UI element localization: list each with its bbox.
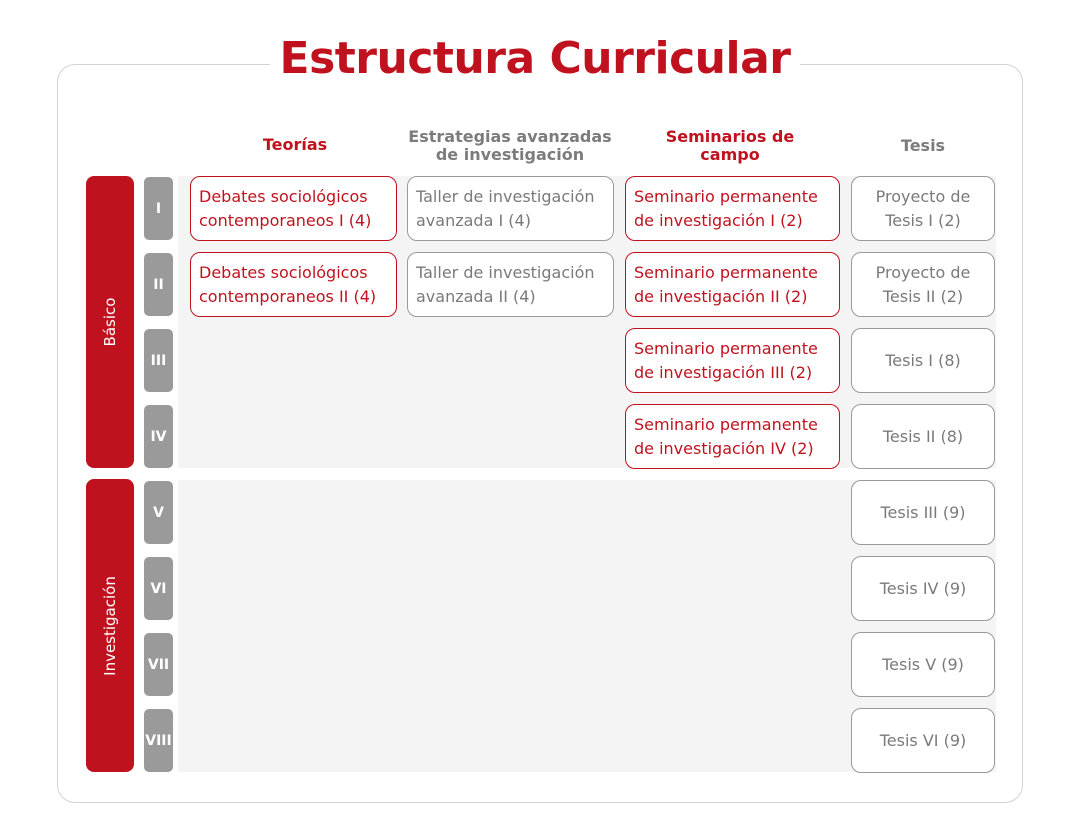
page-title: Estructura Curricular <box>270 28 800 90</box>
course-box: Tesis II (8) <box>851 404 995 469</box>
phase-investigacion-label: Investigación <box>101 575 119 676</box>
semester-marker: II <box>144 253 173 316</box>
column-header-estrategias: Estrategias avanzadas de investigación <box>408 127 612 164</box>
course-box: Tesis V (9) <box>851 632 995 697</box>
course-box: Debates sociológicos contemporaneos II (4) <box>190 252 397 317</box>
semester-marker: VI <box>144 557 173 620</box>
course-box: Tesis VI (9) <box>851 708 995 773</box>
course-box: Debates sociológicos contemporaneos I (4) <box>190 176 397 241</box>
course-box: Proyecto de Tesis II (2) <box>851 252 995 317</box>
phase-investigacion <box>86 479 134 772</box>
course-box: Seminario permanente de investigación II (2) <box>625 252 840 317</box>
course-box: Tesis III (9) <box>851 480 995 545</box>
semester-marker: V <box>144 481 173 544</box>
course-box: Tesis I (8) <box>851 328 995 393</box>
semester-marker: VII <box>144 633 173 696</box>
course-box: Tesis IV (9) <box>851 556 995 621</box>
semester-marker: I <box>144 177 173 240</box>
course-box: Seminario permanente de investigación I (2) <box>625 176 840 241</box>
column-header-tesis: Tesis <box>900 136 946 155</box>
semester-marker: IV <box>144 405 173 468</box>
course-box: Taller de investigación avanzada II (4) <box>407 252 614 317</box>
course-box: Seminario permanente de investigación III (2) <box>625 328 840 393</box>
column-header-teorias: Teorías <box>262 135 328 154</box>
course-box: Taller de investigación avanzada I (4) <box>407 176 614 241</box>
semester-marker: III <box>144 329 173 392</box>
course-box: Seminario permanente de investigación IV (2) <box>625 404 840 469</box>
column-header-seminarios: Seminarios de campo <box>665 127 795 164</box>
semester-marker: VIII <box>144 709 173 772</box>
course-box: Proyecto de Tesis I (2) <box>851 176 995 241</box>
phase-basico <box>86 176 134 468</box>
phase-basico-label: Básico <box>101 297 119 347</box>
